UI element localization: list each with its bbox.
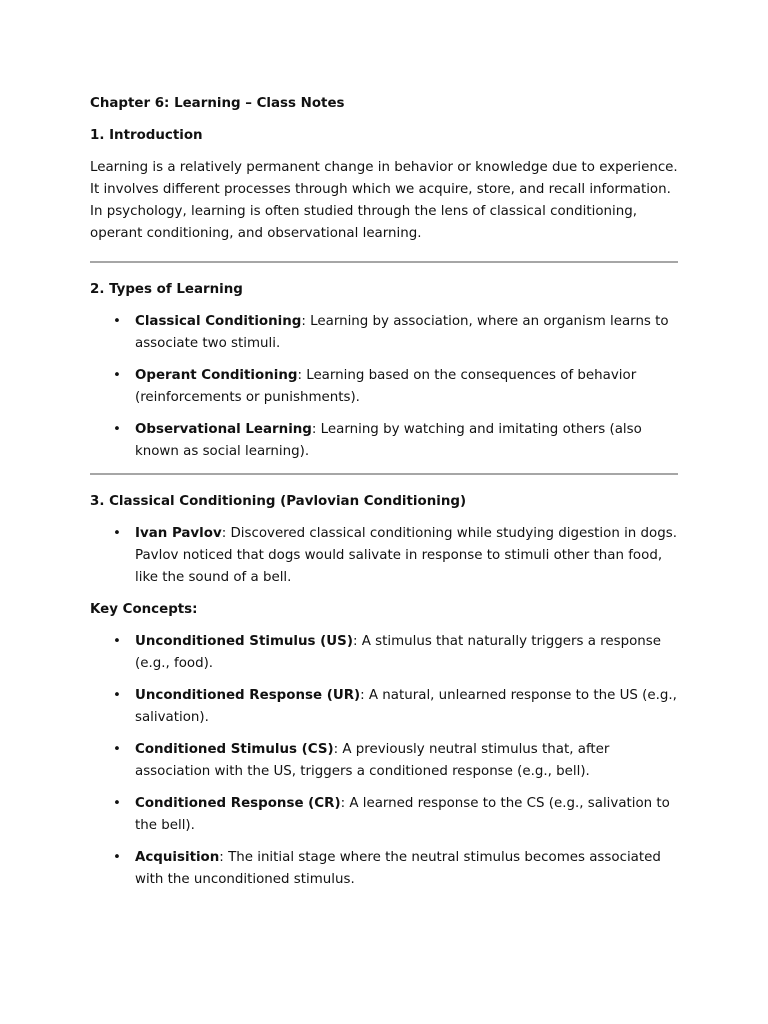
- list-item: [90, 847, 678, 891]
- list-item-text: : A previously neutral stimulus that, after association with the US, triggers a conditioned response (e.g., bell).: [135, 742, 610, 779]
- list-item-term: Unconditioned Stimulus (US): [135, 634, 353, 649]
- list-item-text: : Learning by watching and imitating others (also known as social learning).: [135, 422, 642, 459]
- list-item-text: : Discovered classical conditioning while studying digestion in dogs. Pavlov noticed that dogs would salivate in response to stimuli other than food, like the sound of a bell.: [135, 526, 677, 585]
- bullet-icon: •: [113, 422, 121, 437]
- list-item-text: : A stimulus that naturally triggers a response (e.g., food).: [135, 634, 662, 671]
- list-item-text: : The initial stage where the neutral stimulus becomes associated with the unconditioned stimulus.: [135, 850, 661, 887]
- list-item-term: Conditioned Stimulus (CS): [135, 742, 334, 757]
- list-item-term: Ivan Pavlov: [135, 526, 222, 541]
- document-title: Chapter 6: Learning – Class Notes: [90, 96, 345, 111]
- section-heading-types-of-learning: 2. Types of Learning: [90, 282, 243, 297]
- bullet-icon: •: [113, 796, 121, 811]
- bullet-icon: •: [113, 742, 121, 757]
- bullet-icon: •: [113, 314, 121, 329]
- bullet-icon: •: [113, 526, 121, 541]
- section-heading-introduction: 1. Introduction: [90, 128, 203, 143]
- list-item-text: : A natural, unlearned response to the US (e.g., salivation).: [135, 688, 677, 725]
- list-item-text: : A learned response to the CS (e.g., salivation to the bell).: [135, 796, 670, 833]
- list-item: [90, 311, 678, 355]
- list-item: [90, 739, 678, 783]
- list-item-text: : Learning by association, where an organism learns to associate two stimuli.: [135, 314, 669, 351]
- list-item-term: Acquisition: [135, 850, 220, 865]
- list-item: [90, 685, 678, 729]
- list-item-term: Classical Conditioning: [135, 314, 302, 329]
- bullet-icon: •: [113, 850, 121, 865]
- bullet-icon: •: [113, 368, 121, 383]
- bullet-icon: •: [113, 634, 121, 649]
- section-heading-classical-conditioning: 3. Classical Conditioning (Pavlovian Conditioning): [90, 494, 467, 509]
- list-item: [90, 631, 678, 675]
- list-item: [90, 523, 678, 589]
- introduction-paragraph: Learning is a relatively permanent change in behavior or knowledge due to experience. It involves different processes through which we acquire, store, and recall information. In psychology, learning is often studied through the lens of classical conditioning, operant conditioning, and observational learning.: [90, 160, 678, 241]
- list-item: [90, 793, 678, 837]
- bullet-icon: •: [113, 688, 121, 703]
- key-concepts-label: Key Concepts:: [90, 602, 198, 617]
- list-item-term: Operant Conditioning: [135, 368, 298, 383]
- list-item-term: Conditioned Response (CR): [135, 796, 341, 811]
- section-divider: [90, 473, 678, 475]
- list-item-text: : Learning based on the consequences of behavior (reinforcements or punishments).: [135, 368, 637, 405]
- document-page: [90, 93, 678, 901]
- types-of-learning-list: [90, 311, 678, 463]
- list-item: [90, 419, 678, 463]
- classical-conditioning-list: [90, 523, 678, 589]
- section-divider: [90, 261, 678, 263]
- list-item-term: Unconditioned Response (UR): [135, 688, 361, 703]
- key-concepts-list: [90, 631, 678, 891]
- list-item: [90, 365, 678, 409]
- list-item-term: Observational Learning: [135, 422, 312, 437]
